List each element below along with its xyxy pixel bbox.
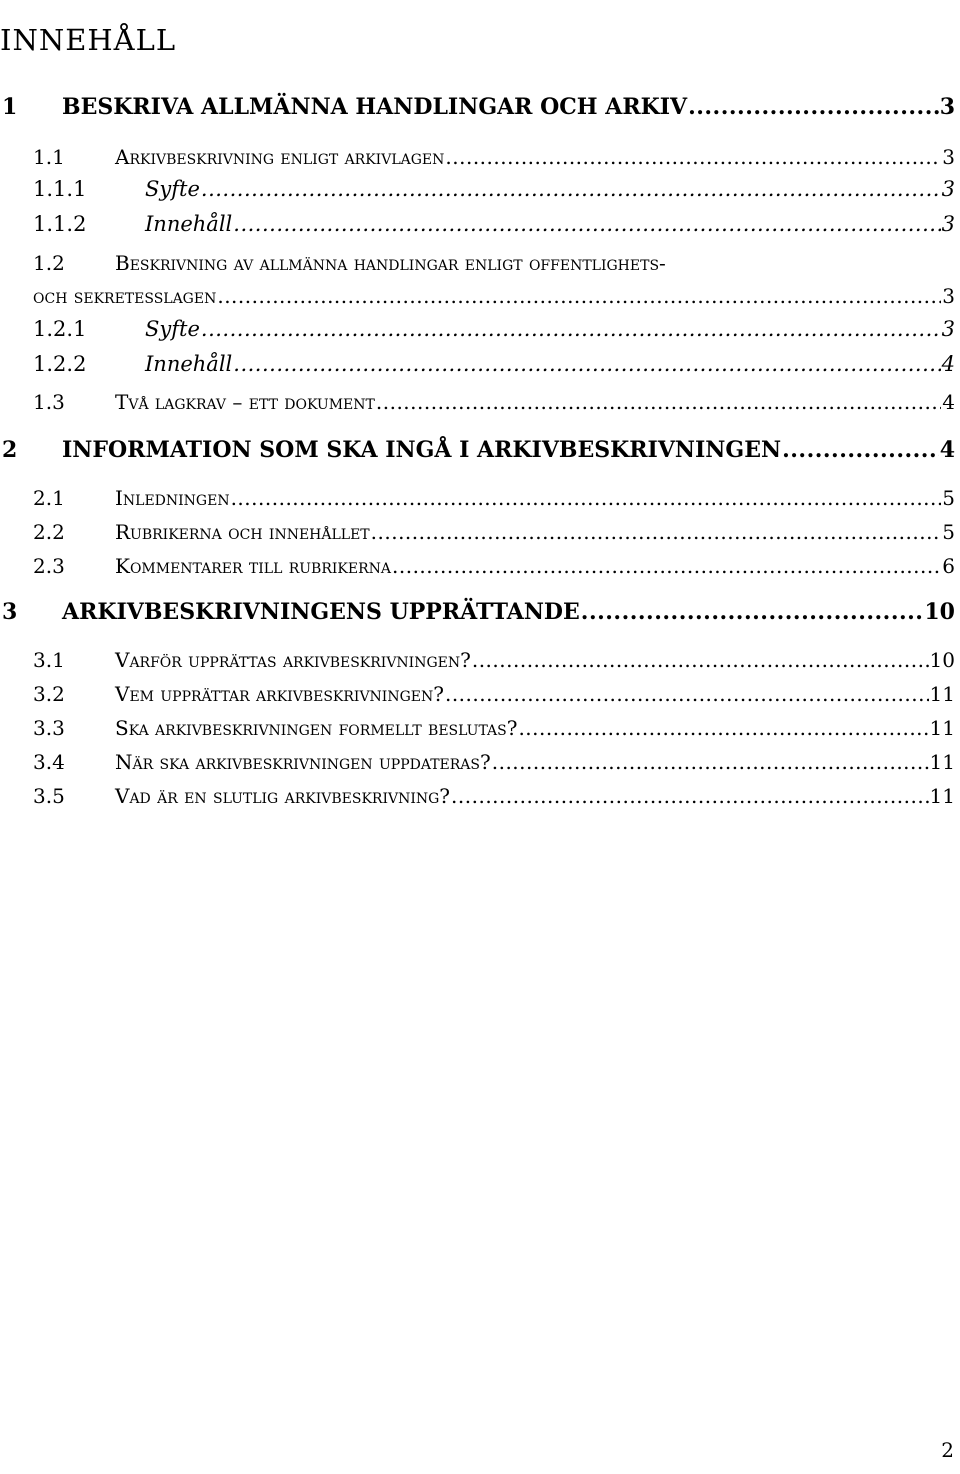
entry-page: 10 — [929, 648, 955, 672]
entry-page: 5 — [942, 486, 955, 510]
dot-leader — [472, 648, 929, 672]
entry-title: ARKIVBESKRIVNINGENS UPPRÄTTANDE — [62, 599, 580, 625]
entry-number: 1.1 — [33, 145, 65, 169]
entry-title: Ska arkivbeskrivningen formellt beslutas? — [115, 716, 518, 740]
entry-title: Vem upprättar arkivbeskrivningen? — [115, 682, 444, 706]
entry-title: Kommentarer till rubrikerna — [115, 554, 391, 578]
dot-leader — [201, 317, 941, 341]
toc-entry-3-1[interactable] — [0, 648, 955, 672]
entry-number: 1.1.2 — [33, 212, 87, 236]
toc-entry-1[interactable] — [0, 94, 955, 120]
entry-page: 4 — [941, 352, 955, 376]
entry-page: 11 — [929, 750, 955, 774]
dot-leader — [782, 437, 939, 463]
entry-number: 2.3 — [33, 554, 65, 578]
entry-title: INFORMATION SOM SKA INGÅ I ARKIVBESKRIVNINGEN — [62, 437, 782, 463]
toc-entry-3-4[interactable] — [0, 750, 955, 774]
entry-title: Innehåll — [145, 212, 233, 236]
toc-entry-2-1[interactable] — [0, 486, 955, 510]
dot-leader — [688, 94, 939, 120]
toc-entry-1-2-2[interactable] — [0, 352, 955, 376]
entry-title: Beskrivning av allmänna handlingar enligt offentlighets- — [115, 251, 666, 275]
entry-number: 1.3 — [33, 390, 65, 414]
entry-page: 11 — [929, 784, 955, 808]
entry-number: 1.1.1 — [33, 177, 87, 201]
toc-entry-1-1-1[interactable] — [0, 177, 955, 201]
entry-page: 10 — [924, 599, 955, 625]
toc-entry-3[interactable] — [0, 599, 955, 625]
dot-leader — [581, 599, 924, 625]
entry-title: Innehåll — [145, 352, 233, 376]
entry-number: 1.2.2 — [33, 352, 87, 376]
entry-number: 2 — [2, 437, 18, 463]
dot-leader — [451, 784, 929, 808]
dot-leader — [376, 390, 941, 414]
entry-page: 3 — [941, 317, 955, 341]
toc-entry-3-3[interactable] — [0, 716, 955, 740]
toc-heading: INNEHÅLL — [0, 23, 177, 58]
dot-leader — [201, 177, 941, 201]
toc-entry-1-2-1[interactable] — [0, 317, 955, 341]
dot-leader — [217, 284, 941, 308]
entry-page: 4 — [939, 437, 955, 463]
dot-leader — [233, 352, 940, 376]
entry-title: Syfte — [145, 317, 200, 341]
entry-number: 1 — [2, 94, 18, 120]
entry-page: 3 — [941, 212, 955, 236]
page-number: 2 — [941, 1438, 954, 1462]
dot-leader — [392, 554, 941, 578]
entry-number: 3.4 — [33, 750, 65, 774]
entry-number: 3.5 — [33, 784, 65, 808]
entry-title: När ska arkivbeskrivningen uppdateras? — [115, 750, 491, 774]
toc-entry-1-1[interactable] — [0, 145, 955, 169]
entry-page: 11 — [929, 716, 955, 740]
entry-number: 3.1 — [33, 648, 65, 672]
entry-title: Varför upprättas arkivbeskrivningen? — [115, 648, 471, 672]
entry-number: 1.2.1 — [33, 317, 87, 341]
toc-entry-2[interactable] — [0, 437, 955, 463]
entry-title: Två lagkrav – ett dokument — [115, 390, 375, 414]
entry-page: 4 — [942, 390, 955, 414]
entry-page: 6 — [942, 554, 955, 578]
toc-entry-1-2-continued[interactable] — [0, 284, 955, 308]
entry-title: Arkivbeskrivning enligt arkivlagen — [115, 145, 445, 169]
entry-page: 5 — [942, 520, 955, 544]
dot-leader — [371, 520, 942, 544]
entry-title: Vad är en slutlig arkivbeskrivning? — [115, 784, 451, 808]
entry-number: 3.2 — [33, 682, 65, 706]
toc-entry-2-2[interactable] — [0, 520, 955, 544]
entry-title: BESKRIVA ALLMÄNNA HANDLINGAR OCH ARKIV — [62, 94, 688, 120]
entry-number: 3 — [2, 599, 18, 625]
entry-number: 2.2 — [33, 520, 65, 544]
entry-title-continued: och sekretesslagen — [33, 284, 217, 308]
entry-page: 3 — [939, 94, 955, 120]
toc-entry-3-5[interactable] — [0, 784, 955, 808]
dot-leader — [231, 486, 942, 510]
dot-leader — [445, 682, 929, 706]
entry-number: 2.1 — [33, 486, 65, 510]
entry-page: 3 — [942, 145, 955, 169]
entry-title: Inledningen — [115, 486, 230, 510]
toc-entry-3-2[interactable] — [0, 682, 955, 706]
entry-number: 3.3 — [33, 716, 65, 740]
entry-number: 1.2 — [33, 251, 65, 275]
entry-page: 3 — [941, 177, 955, 201]
toc-entry-1-3[interactable] — [0, 390, 955, 414]
entry-title: Rubrikerna och innehållet — [115, 520, 370, 544]
dot-leader — [445, 145, 941, 169]
dot-leader — [518, 716, 928, 740]
entry-title: Syfte — [145, 177, 200, 201]
dot-leader — [233, 212, 940, 236]
toc-entry-1-1-2[interactable] — [0, 212, 955, 236]
entry-page: 3 — [942, 284, 955, 308]
entry-page: 11 — [929, 682, 955, 706]
toc-entry-2-3[interactable] — [0, 554, 955, 578]
dot-leader — [492, 750, 929, 774]
toc-entry-1-2[interactable] — [0, 251, 955, 275]
